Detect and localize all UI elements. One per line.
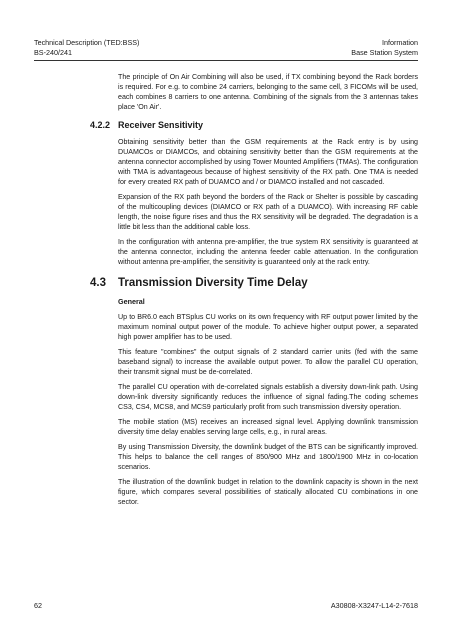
- paragraph: The illustration of the downlink budget in relation to the downlink capacity is shown in the next figure, which compares several possibilities of statically allocated CU combinations in one sector.: [118, 478, 418, 506]
- page-body: [90, 72, 418, 512]
- paragraph: The parallel CU operation with de-correlated signals establish a diversity down-link path. Using down-link diversity significantly reduces the influence of signal fading.The coding schemes CS3, CS4, MCS8, and MCS9 particularly profit from such transmission diversity operation.: [118, 383, 418, 411]
- section-heading-4-3: [90, 277, 418, 291]
- header-doc-title: Technical Description (TED:BSS): [34, 38, 140, 47]
- paragraph: This feature "combines" the output signals of 2 standard carrier units (fed with the same baseband signal) to increase the available output power. To allow the parallel CU operation, their transmit signal must be de-correlated.: [118, 348, 418, 376]
- paragraph: Expansion of the RX path beyond the borders of the Rack or Shelter is possible by cascading of the multicoupling devices (DIAMCO or RX path of a DUAMCO). With increasing RF cable length, the noise figure rises and thus the RX sensitivity will be degraded. The degradation is a little bit less than the additional cable loss.: [118, 193, 418, 231]
- section-number: 4.3: [90, 277, 106, 289]
- section-title: Receiver Sensitivity: [118, 120, 204, 130]
- section-number: 4.2.2: [90, 120, 111, 130]
- page-number: 62: [34, 601, 42, 610]
- paragraph: The mobile station (MS) receives an increased signal level. Applying downlink transmission diversity time delay enables serving large cells, e.g., in rural areas.: [118, 418, 418, 436]
- subheading-general: General: [118, 297, 145, 306]
- header-category: Information: [382, 38, 418, 47]
- section-title: Transmission Diversity Time Delay: [118, 277, 308, 289]
- paragraph: Up to BR6.0 each BTSplus CU works on its own frequency with RF output power limited by the maximum nominal output power of the module. To achieve higher output power, a separated high power amplifier has to be used.: [118, 313, 418, 341]
- header-divider: [34, 60, 418, 61]
- header-product: BS-240/241: [34, 48, 72, 57]
- header-left: [34, 38, 139, 58]
- paragraph: Obtaining sensitivity better than the GSM requirements at the Rack entry is by using DUAMCOs or DIAMCOs, and obtaining sensitivity better than the GSM requirements at the antenna connector accomplished by using Tower Mounted Amplifiers (TMAs). The configuration with TMA is advantageous because of highest sensitivity of the RX path. One TMA is needed for every created RX path of DUAMCO and / or DIAMCO installed and not cascaded.: [118, 138, 418, 186]
- document-id: A30808-X3247-L14-2-7618: [330, 601, 418, 610]
- header-system: Base Station System: [351, 48, 418, 57]
- header-right: [351, 38, 418, 58]
- paragraph: By using Transmission Diversity, the downlink budget of the BTS can be significantly improved. This helps to balance the cell ranges of 850/900 MHz and 1800/1900 MHz in co-location scenarios.: [118, 443, 418, 471]
- paragraph: In the configuration with antenna pre-amplifier, the true system RX sensitivity is guaranteed at the antenna connector, including the antenna feeder cable attenuation. In the configuration without antenna pre-amplifier, the sensitivity is guaranteed only at the rack entry.: [118, 238, 418, 266]
- intro-paragraph: The principle of On Air Combining will also be used, if TX combining beyond the Rack borders is required. For e.g. to combine 24 carriers, belonging to the same cell, 3 FICOMs will be used, each combines 8 carriers to one antenna. Combining of the signals from the 3 antennas takes place 'On Air'.: [118, 73, 418, 111]
- section-heading-4-2-2: [90, 120, 418, 131]
